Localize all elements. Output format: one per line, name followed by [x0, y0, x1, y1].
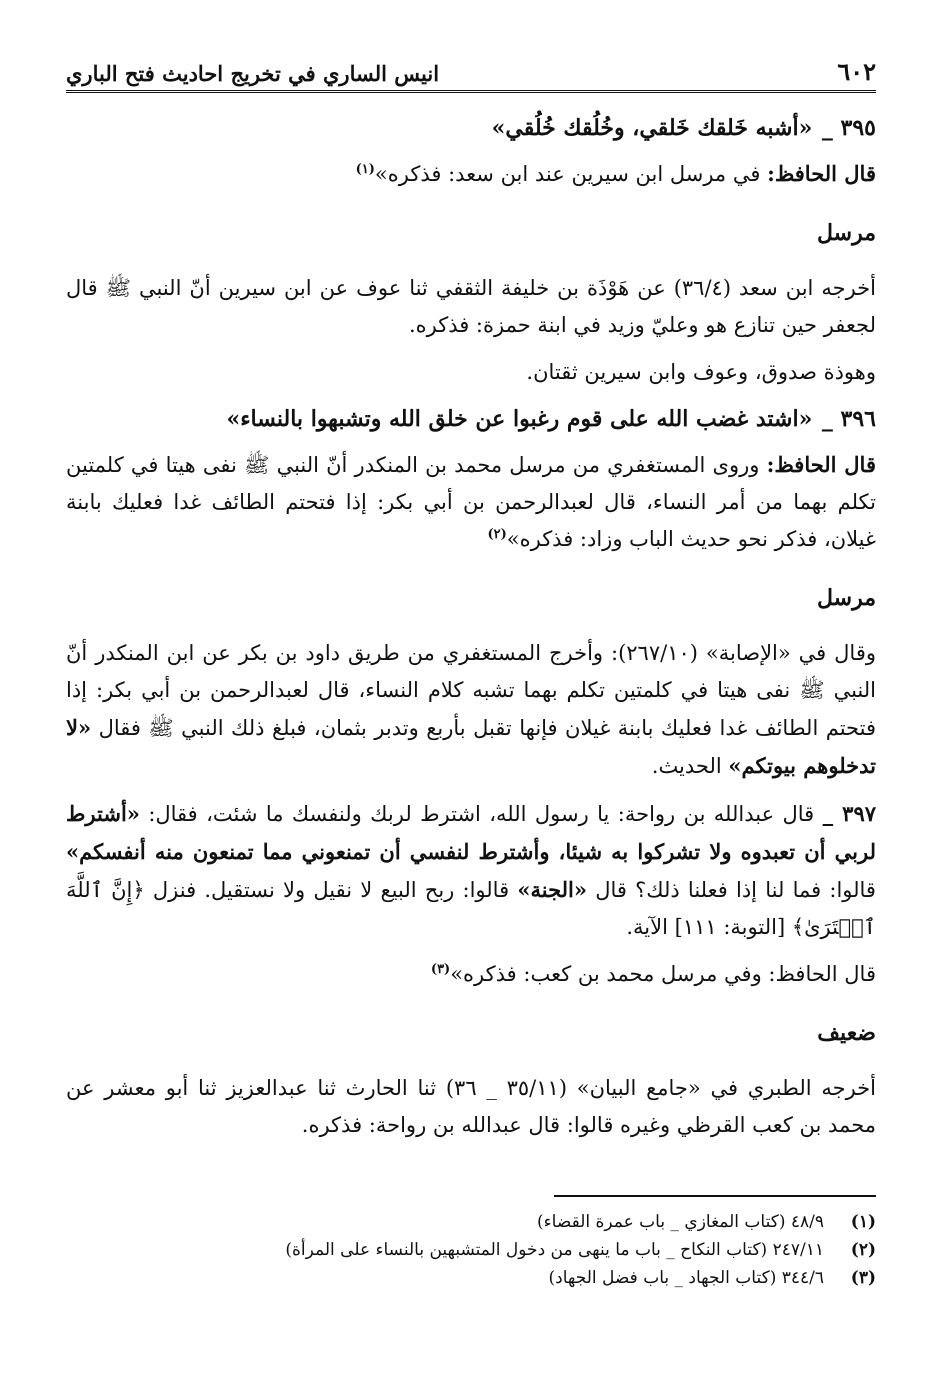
- footnote-ref: (١): [355, 162, 375, 177]
- takhrij-text: وقال في «الإصابة» (٢٦٧/١٠): وأخرج المستغفري من طريق داود بن بكر عن ابن المنكدر أنّ النبي ﷺ نفى هيتا في كلمتين تكلم بهما تشبه كلام النساء، قال لعبدالرحمن بن أبي بكر: إذا فتحتم الطائف غدا فعليك بابنة غيلان فإنها تقبل بأربع وتدبر بثمان، فبلغ ذلك النبي ﷺ فقال: [66, 641, 876, 740]
- takhrij-text-end: الحديث.: [651, 754, 722, 778]
- hadith-text: قالوا: فما لنا إذا فعلنا ذلك؟ قال: [595, 878, 876, 902]
- hafiz-label: قال الحافظ:: [766, 452, 876, 477]
- hafiz-label: قال الحافظ:: [767, 161, 876, 186]
- hadith-quote: «أشترط لربي أن تعبدوه ولا تشركوا به شيئا، وأشترط لنفسي أن تمنعوني مما تمنعون منه أنفسكم»: [66, 801, 876, 864]
- footnote-ref: (٣): [430, 962, 451, 977]
- entry-heading: [66, 110, 876, 147]
- hadith-text-end: قالوا: ربح البيع لا نقيل ولا نستقيل. فنزل ﴿إِنَّ ٱللَّهَ ٱشۡتَرَىٰ﴾ [التوبة: ١١١] الآية.: [66, 878, 876, 939]
- hafiz-statement: [66, 446, 876, 558]
- footnote-ref: (٢): [487, 527, 507, 542]
- page-number: ٦٠٢: [837, 57, 876, 86]
- hadith-grade: مرسل: [816, 585, 876, 611]
- page-header: [66, 46, 876, 93]
- footnote-text: ٣٤٤/٦ (كتاب الجهاد _ باب فضل الجهاد): [548, 1268, 824, 1288]
- takhrij-paragraph: أخرجه الطبري في «جامع البيان» (٣٥/١١ _ ٣٦) ثنا الحارث ثنا عبدالعزيز ثنا أبو معشر عن محمد بن كعب القرظي وغيره قالوا: قال عبدالله بن رواحة: فذكره.: [66, 1076, 876, 1137]
- book-title: انيس الساري في تخريج احاديث فتح الباري: [66, 61, 440, 86]
- entry-397-text: [66, 795, 876, 946]
- hafiz-statement: [66, 956, 876, 993]
- footnotes: [66, 1208, 876, 1292]
- footnote-text: ٢٤٧/١١ (كتاب النكاح _ باب ما ينهى من دخول المتشبهين بالنساء على المرأة): [285, 1240, 824, 1260]
- footnote: [66, 1236, 876, 1264]
- narrator-note: وهوذة صدوق، وعوف وابن سيرين ثقتان.: [526, 360, 876, 384]
- entry-title: «اشتد غضب الله على قوم رغبوا عن خلق الله وتشبهوا بالنساء»: [226, 406, 813, 432]
- footnote-text: ٤٨/٩ (كتاب المغازي _ باب عمرة القضاء): [537, 1212, 824, 1232]
- footnote-number: (١): [850, 1212, 876, 1232]
- footnote-number: (٢): [850, 1240, 876, 1260]
- hafiz-text: في مرسل ابن سيرين عند ابن سعد: فذكره»: [374, 162, 761, 186]
- entry-lead: قال عبدالله بن رواحة: يا رسول الله، اشترط لربك ولنفسك ما شئت، فقال:: [148, 802, 815, 826]
- footnote-number: (٣): [850, 1268, 876, 1288]
- hafiz-text: وروى المستغفري من مرسل محمد بن المنكدر أنّ النبي ﷺ نفى هيتا في كلمتين تكلم بهما من أمر النساء، قال لعبدالرحمن بن أبي بكر: إذا فتحتم الطائف غدا فعليك بابنة غيلان، فذكر نحو حديث الباب وزاد: فذكره»: [66, 453, 876, 551]
- hadith-quote-jannah: «الجنة»: [517, 877, 587, 902]
- entry-number: ٣٩٥ _: [821, 115, 876, 141]
- hadith-quote: «لا تدخلوهم بيوتكم»: [66, 715, 876, 778]
- hadith-grade: ضعيف: [817, 1020, 876, 1046]
- entry-number: ٣٩٦ _: [821, 406, 876, 432]
- hafiz-text: قال الحافظ: وفي مرسل محمد بن كعب: فذكره»: [450, 962, 876, 986]
- takhrij-paragraph: أخرجه ابن سعد (٣٦/٤) عن هَوْذَة بن خليفة الثقفي ثنا عوف عن ابن سيرين أنّ النبي ﷺ قال لجعفر حين تنازع هو وعليّ وزيد في ابنة حمزة: فذكره.: [66, 276, 876, 337]
- footnote-separator: [554, 1195, 876, 1197]
- hafiz-statement: [66, 155, 876, 193]
- page-body: [66, 102, 876, 1154]
- footnote: [66, 1208, 876, 1236]
- hadith-grade: مرسل: [816, 220, 876, 246]
- entry-number: ٣٩٧ _: [822, 801, 877, 826]
- takhrij-paragraph: [66, 635, 876, 785]
- entry-title: «أشبه خَلقك خَلقي، وخُلُقك خُلُقي»: [491, 115, 813, 141]
- entry-heading: [66, 401, 876, 438]
- footnote: [66, 1264, 876, 1292]
